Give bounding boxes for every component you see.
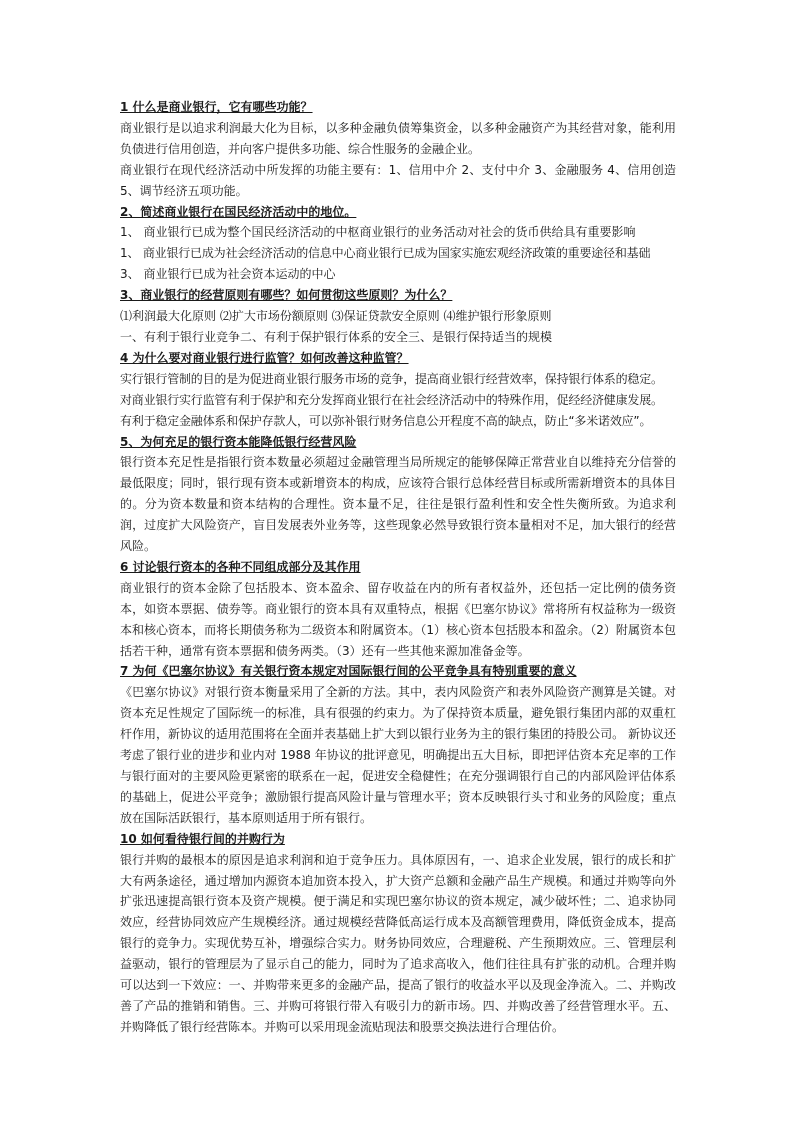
section-4	[120, 348, 676, 432]
section-7-paragraph-1: 《巴塞尔协议》对银行资本衡量采用了全新的方法。其中，表内风险资产和表外风险资产测算是关键。对资本充足性规定了国际统一的标准，具有很强的约束力。为了保持资本质量，避免银行集团内部的双重杠杆作用，新协议的适用范围将在全面并表基础上扩大到以银行业务为主的银行集团的持股公司。 新协议还考虑了银行业的进步和业内对 1988 年协议的批评意见，明确提出五大目标，即把评估资本充足率的工作与银行面对的主要风险更紧密的联系在一起，促进安全稳健性；在充分强调银行自己的内部风险评估体系的基础上，促进公平竞争；激励银行提高风险计量与管理水平；资本反映银行头寸和业务的风险度；重点放在国际活跃银行，基本原则适用于所有银行。	[120, 685, 676, 825]
section-2-item-2: 1、 商业银行已成为社会经济活动的信息中心商业银行已成为国家实施宏观经济政策的重要途径和基础	[120, 246, 651, 261]
section-2	[120, 202, 676, 286]
section-3-heading: 3、商业银行的经营原则有哪些？如何贯彻这些原则？为什么？	[120, 288, 453, 303]
section-7-heading: 7 为何《巴塞尔协议》有关银行资本规定对国际银行间的公平竞争具有特别重要的意义	[120, 664, 577, 679]
section-1	[120, 97, 676, 202]
section-6-heading: 6 讨论银行资本的各种不同组成部分及其作用	[120, 559, 361, 574]
section-1-paragraph-1: 商业银行是以追求利润最大化为目标，以多种金融负债筹集资金，以多种金融资产为其经营对象，能利用负债进行信用创造，并向客户提供多功能、综合性服务的金融企业。	[120, 120, 676, 156]
section-2-item-1: 1、 商业银行已成为整个国民经济活动的中枢商业银行的业务活动对社会的货币供给具有重要影响	[120, 225, 636, 240]
section-3-principles: ⑴利润最大化原则 ⑵扩大市场份额原则 ⑶保证贷款安全原则 ⑷维护银行形象原则	[120, 309, 552, 324]
section-5-paragraph-1: 银行资本充足性是指银行资本数量必须超过金融管理当局所规定的能够保障正常营业自以维持充分信誉的最低限度；同时，银行现有资本或新增资本的构成，应该符合银行总体经营目标或所需新增资本的具体目的。分为资本数量和资本结构的合理性。资本量不足，往往是银行盈利性和安全性失衡所致。为追求利润，过度扩大风险资产，盲目发展表外业务等，这些现象必然导致银行资本量相对不足，加大银行的经营风险。	[120, 455, 676, 554]
section-4-paragraph-1: 实行银行管制的目的是为促进商业银行服务市场的竞争，提高商业银行经营效率，保持银行体系的稳定。	[120, 371, 663, 386]
section-6-paragraph-1: 商业银行的资本金除了包括股本、资本盈余、留存收益在内的所有者权益外，还包括一定比例的债务资本，如资本票据、债券等。商业银行的资本具有双重特点，根据《巴塞尔协议》常将所有权益称为一级资本和核心资本，而将长期债务称为二级资本和附属资本。（1）核心资本包括股本和盈余。（2）附属资本包括若干种，通常有资本票据和债务两类。（3）还有一些其他来源加准备金等。	[120, 580, 676, 658]
section-1-paragraph-2: 商业银行在现代经济活动中所发挥的功能主要有：1、信用中介 2、支付中介 3、金融服务 4、信用创造 5、调节经济五项功能。	[120, 162, 676, 198]
section-2-heading: 2、简述商业银行在国民经济活动中的地位。	[120, 204, 357, 219]
document-body	[120, 97, 676, 1038]
section-5-heading: 5、为何充足的银行资本能降低银行经营风险	[120, 434, 357, 449]
section-3	[120, 285, 676, 348]
section-10	[120, 829, 676, 1038]
section-4-paragraph-2: 对商业银行实行监管有利于保护和充分发挥商业银行在社会经济活动中的特殊作用，促经经济健康发展。	[120, 392, 663, 407]
section-6	[120, 557, 676, 662]
section-1-heading: 1 什么是商业银行，它有哪些功能？	[120, 100, 313, 114]
section-4-heading: 4 为什么要对商业银行进行监管？如何改善这种监管？	[120, 350, 409, 365]
section-10-paragraph-1: 银行并购的最根本的原因是追求利润和迫于竞争压力。具体原因有，一、追求企业发展，银行的成长和扩大有两条途径，通过增加内源资本追加资本投入，扩大资产总额和金融产品生产规模。和通过并购等向外扩张迅速提高银行资本及资产规模。便于满足和实现巴塞尔协议的资本规定，减少破坏性；二、追求协同效应，经营协同效应产生规模经济。通过规模经营降低高运行成本及高额管理费用，降低资金成本，提高银行的竞争力。实现优势互补，增强综合实力。财务协同效应，合理避税、产生预期效应。三、管理层利益驱动，银行的管理层为了显示自己的能力，同时为了追求高收入，他们往往具有扩张的动机。合理并购可以达到一下效应：一、并购带来更多的金融产品，提高了银行的收益水平以及现金净流入。二、并购改善了产品的推销和销售。三、并购可将银行带入有吸引力的新市场。四、并购改善了经营管理水平。五、并购降低了银行经营陈本。并购可以采用现金流贴现法和股票交换法进行合理估价。	[120, 852, 676, 1034]
section-4-paragraph-3: 有利于稳定金融体系和保护存款人，可以弥补银行财务信息公开程度不高的缺点，防止“多米诺效应”。	[120, 413, 652, 428]
section-5	[120, 432, 676, 557]
section-3-reasons: 一、有利于银行业竞争二、有利于保护银行体系的安全三、是银行保持适当的规模	[120, 329, 553, 344]
section-10-heading: 10 如何看待银行间的并购行为	[120, 831, 285, 846]
section-2-item-3: 3、 商业银行已成为社会资本运动的中心	[120, 267, 336, 282]
section-7	[120, 661, 676, 828]
